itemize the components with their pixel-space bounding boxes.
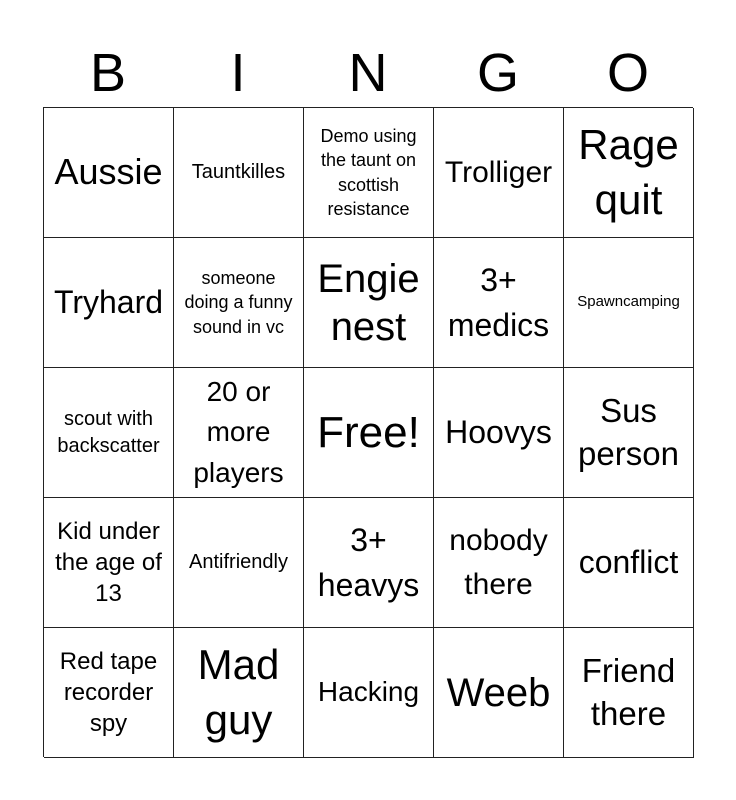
cell-label: Engie nest xyxy=(317,256,420,349)
bingo-cell[interactable] xyxy=(564,238,694,368)
bingo-cell[interactable] xyxy=(174,238,304,368)
bingo-cell[interactable] xyxy=(44,108,174,238)
bingo-cell[interactable] xyxy=(434,498,564,628)
header-letter-b: B xyxy=(89,43,127,103)
bingo-cell free-space[interactable] xyxy=(304,368,434,498)
free-space-label: Free! xyxy=(317,408,420,457)
cell-label: Spawncamping xyxy=(577,293,680,311)
cell-label: Rage quit xyxy=(578,120,679,223)
bingo-cell[interactable] xyxy=(564,498,694,628)
cell-label: someone doing a funny sound in vc xyxy=(184,268,293,337)
bingo-cell[interactable] xyxy=(304,238,434,368)
bingo-cell[interactable] xyxy=(174,368,304,498)
bingo-cell[interactable] xyxy=(304,108,434,238)
cell-label: nobody there xyxy=(449,524,548,601)
bingo-cell[interactable] xyxy=(434,108,564,238)
cell-label: Antifriendly xyxy=(189,551,288,573)
bingo-cell[interactable] xyxy=(44,628,174,758)
cell-label: 3+ heavys xyxy=(317,521,420,603)
cell-label: Tauntkilles xyxy=(191,161,286,183)
bingo-cell[interactable] xyxy=(304,498,434,628)
cell-label: Hacking xyxy=(317,676,420,708)
cell-label: Kid under the age of 13 xyxy=(55,517,162,608)
cell-label: Demo using the taunt on scottish resistance xyxy=(320,125,417,219)
cell-label: 20 or more players xyxy=(193,375,284,488)
header-letter-o: O xyxy=(606,43,649,103)
cell-label: conflict xyxy=(578,544,679,581)
cell-label: Red tape recorder spy xyxy=(59,647,158,738)
bingo-cell[interactable] xyxy=(434,238,564,368)
header-letter-n: N xyxy=(348,43,388,103)
cell-label: scout with backscatter xyxy=(57,407,160,457)
bingo-cell[interactable] xyxy=(304,628,434,758)
cell-label: Sus person xyxy=(578,391,679,472)
bingo-cell[interactable] xyxy=(434,368,564,498)
cell-label: 3+ medics xyxy=(447,261,550,343)
cell-label: Hoovys xyxy=(445,414,552,451)
bingo-cell[interactable] xyxy=(564,108,694,238)
bingo-cell[interactable] xyxy=(564,368,694,498)
bingo-grid xyxy=(43,107,693,757)
bingo-header xyxy=(43,40,693,106)
header-letter-i: I xyxy=(230,43,246,103)
bingo-cell[interactable] xyxy=(174,498,304,628)
bingo-cell[interactable] xyxy=(44,498,174,628)
cell-label: Mad guy xyxy=(197,640,280,743)
bingo-cell[interactable] xyxy=(174,628,304,758)
cell-label: Tryhard xyxy=(53,284,164,321)
bingo-cell[interactable] xyxy=(434,628,564,758)
bingo-cell[interactable] xyxy=(174,108,304,238)
cell-label: Friend there xyxy=(581,651,676,732)
bingo-cell[interactable] xyxy=(44,238,174,368)
cell-label: Trolliger xyxy=(444,155,553,189)
bingo-cell[interactable] xyxy=(44,368,174,498)
cell-label: Weeb xyxy=(446,670,551,715)
header-letter-g: G xyxy=(476,43,519,103)
bingo-cell[interactable] xyxy=(564,628,694,758)
cell-label: Aussie xyxy=(54,151,163,193)
